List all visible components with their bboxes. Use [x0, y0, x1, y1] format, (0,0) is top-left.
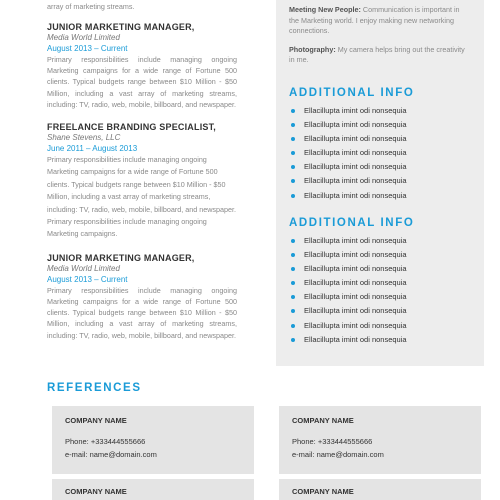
reference-email: e-mail: name@domain.com: [65, 450, 157, 459]
bullet-icon: [291, 338, 295, 342]
bullet-icon: [291, 151, 295, 155]
list-item: [289, 290, 469, 304]
info-list: [289, 234, 469, 347]
interests-section: [289, 5, 471, 74]
bullet-icon: [291, 295, 295, 299]
bullet-icon: [291, 281, 295, 285]
list-item: [289, 118, 469, 132]
job-entry: [47, 121, 237, 241]
section-heading: ADDITIONAL INFO: [289, 217, 415, 229]
job-dates: August 2013 – Current: [47, 44, 128, 53]
list-item: [289, 333, 469, 347]
interest-item: [289, 5, 471, 37]
bullet-icon: [291, 109, 295, 113]
job-entry: [47, 252, 237, 341]
list-item-text: Ellacillupta imint odi nonsequia: [304, 236, 407, 245]
additional-info-section: [289, 216, 469, 347]
list-item-text: Ellacillupta imint odi nonsequia: [304, 264, 407, 274]
job-dates: June 2011 – August 2013: [47, 144, 138, 154]
list-item-text: Ellacillupta imint odi nonsequia: [304, 334, 407, 344]
bullet-icon: [291, 239, 295, 243]
bullet-icon: [291, 194, 295, 198]
job-title: FREELANCE BRANDING SPECIALIST,: [47, 122, 217, 133]
list-item: [289, 174, 469, 188]
bullet-icon: [291, 267, 295, 271]
reference-phone: Phone: +333444555666: [65, 437, 146, 446]
interest-label: Photography:: [289, 44, 336, 54]
interest-text: Communication is important in the Marketing world. I enjoy making new networking connections.: [289, 5, 460, 35]
reference-email: e-mail: name@domain.com: [292, 450, 384, 459]
references-heading: REFERENCES: [47, 382, 142, 394]
additional-info-section: [289, 86, 469, 203]
reference-company: COMPANY NAME: [292, 416, 354, 425]
experience-section: [47, 0, 237, 341]
list-item: [289, 189, 469, 203]
list-item-text: Ellacillupta imint odi nonsequia: [304, 120, 407, 130]
list-item: [289, 262, 469, 276]
interest-text: My camera helps bring out the creativity in me.: [289, 44, 465, 64]
list-item: [289, 132, 469, 146]
section-heading: ADDITIONAL INFO: [289, 87, 415, 99]
reference-company: COMPANY NAME: [65, 487, 127, 496]
bullet-icon: [291, 253, 295, 257]
bullet-icon: [291, 179, 295, 183]
interest-label: Meeting New People:: [289, 5, 361, 14]
list-item-text: Ellacillupta imint odi nonsequia: [304, 176, 407, 186]
bullet-icon: [291, 123, 295, 127]
list-item: [289, 160, 469, 174]
reference-company: COMPANY NAME: [65, 416, 127, 425]
job-company: Shane Stevens, LLC: [47, 133, 121, 143]
job-company: Media World Limited: [47, 263, 120, 273]
list-item: [289, 276, 469, 290]
reference-card: [279, 479, 481, 500]
list-item: [289, 319, 469, 333]
list-item-text: Ellacillupta imint odi nonsequia: [304, 148, 407, 158]
list-item: [289, 104, 469, 118]
list-item-text: Ellacillupta imint odi nonsequia: [304, 106, 407, 115]
info-list: [289, 104, 469, 203]
list-item-text: Ellacillupta imint odi nonsequia: [304, 134, 407, 144]
bullet-icon: [291, 309, 295, 313]
job-description: Primary responsibilities include managing ongoing Marketing campaigns for a wide range of Fortune 500 clients. Typical budgets range between $10 Million - $50 Million, including a vast array of marketing streams, including: TV, radio, web, mobile, billboard, and newspaper.: [47, 285, 237, 340]
reference-card: [52, 406, 254, 474]
reference-card: [279, 406, 481, 474]
list-item-text: Ellacillupta imint odi nonsequia: [304, 190, 407, 200]
reference-card: [52, 479, 254, 500]
list-item-text: Ellacillupta imint odi nonsequia: [304, 162, 407, 172]
reference-company: COMPANY NAME: [292, 487, 354, 496]
list-item: [289, 304, 469, 318]
reference-phone: Phone: +333444555666: [292, 437, 373, 446]
list-item-text: Ellacillupta imint odi nonsequia: [304, 320, 407, 330]
job-entry: [47, 21, 237, 110]
continued-text: array of marketing streams.: [47, 2, 135, 11]
job-description: Primary responsibilities include managing ongoing Marketing campaigns for a wide range of Fortune 500 clients. Typical budgets range between $10 Million - $50 Million, including a vast array of marketing streams, including: TV, radio, web, mobile, billboard, and newspaper. Primary responsibilities include managing ongoing Marketing campaigns.: [47, 155, 236, 239]
bullet-icon: [291, 165, 295, 169]
job-dates: August 2013 – Current: [47, 274, 128, 284]
list-item: [289, 234, 469, 248]
job-description: Primary responsibilities include managing ongoing Marketing campaigns for a wide range of Fortune 500 clients. Typical budgets range between $10 Million - $50 Million, including a vast array of marketing streams, including: TV, radio, web, mobile, billboard, and newspaper.: [47, 55, 237, 109]
bullet-icon: [291, 137, 295, 141]
list-item-text: Ellacillupta imint odi nonsequia: [304, 278, 407, 288]
job-title: JUNIOR MARKETING MANAGER,: [47, 252, 195, 263]
list-item-text: Ellacillupta imint odi nonsequia: [304, 292, 407, 302]
list-item-text: Ellacillupta imint odi nonsequia: [304, 250, 407, 260]
list-item-text: Ellacillupta imint odi nonsequia: [304, 306, 407, 316]
list-item: [289, 146, 469, 160]
bullet-icon: [291, 324, 295, 328]
list-item: [289, 248, 469, 262]
interest-item: [289, 45, 471, 66]
job-title: JUNIOR MARKETING MANAGER,: [47, 22, 195, 32]
job-company: Media World Limited: [47, 33, 120, 42]
